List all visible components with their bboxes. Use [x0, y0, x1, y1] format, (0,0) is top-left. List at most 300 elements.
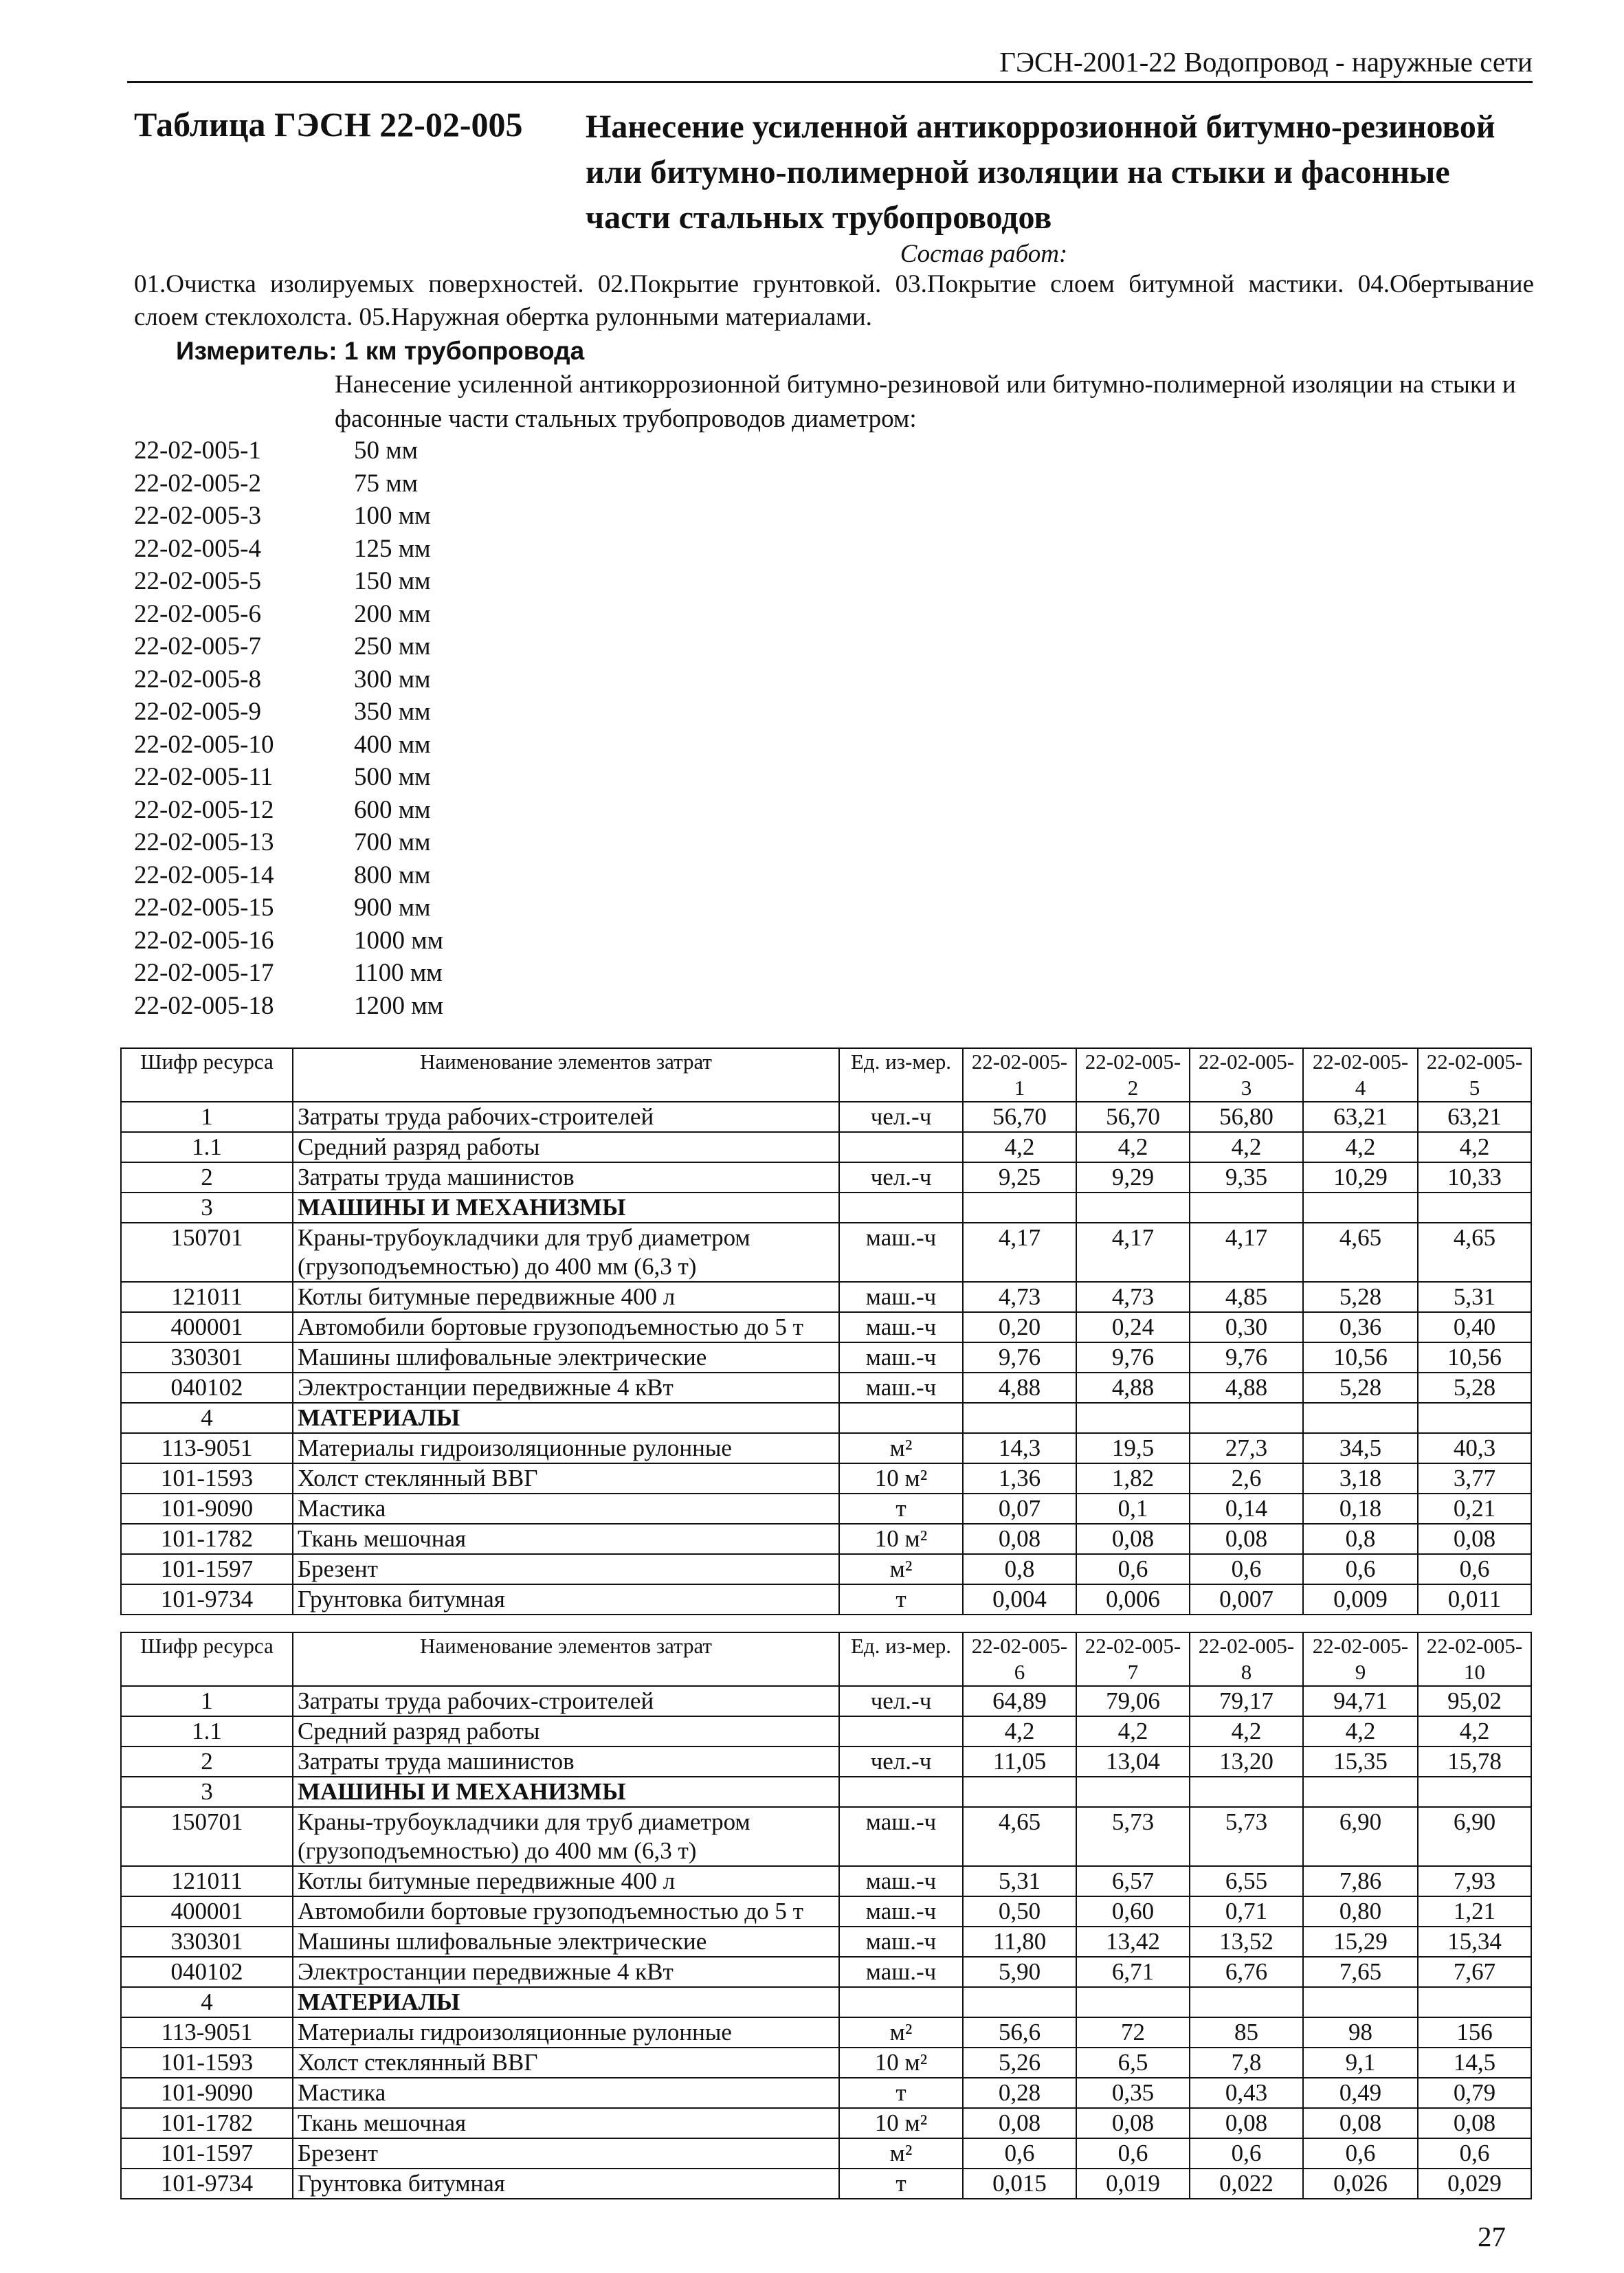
- value-cell: 0,6: [1418, 2138, 1531, 2169]
- value-cell: 9,25: [963, 1162, 1076, 1193]
- resource-code: 330301: [121, 1927, 293, 1957]
- diameter: 200 мм: [354, 599, 431, 628]
- value-cell: 15,34: [1418, 1927, 1531, 1957]
- value-cell: [963, 1987, 1076, 2017]
- code-list-item: [134, 533, 443, 566]
- value-cell: [1303, 1193, 1418, 1223]
- code-list-item: [134, 891, 443, 924]
- value-cell: 4,65: [1303, 1223, 1418, 1282]
- code-list-item: [134, 434, 443, 467]
- table-row: [121, 2108, 1531, 2138]
- code-list-item: [134, 630, 443, 663]
- value-cell: 94,71: [1303, 1686, 1418, 1716]
- cost-table-2: [120, 1632, 1532, 2199]
- value-cell: 0,6: [1076, 1554, 1190, 1584]
- value-cell: 11,80: [963, 1927, 1076, 1957]
- value-cell: 9,76: [963, 1342, 1076, 1373]
- value-cell: 4,88: [1190, 1373, 1303, 1403]
- value-cell: 64,89: [963, 1686, 1076, 1716]
- value-cell: 0,60: [1076, 1896, 1190, 1927]
- value-cell: 7,65: [1303, 1957, 1418, 1987]
- table-row: [121, 1524, 1531, 1554]
- value-cell: 56,6: [963, 2017, 1076, 2048]
- resource-code: 101-1782: [121, 2108, 293, 2138]
- header-rate-column: 22-02-005-6: [963, 1632, 1076, 1686]
- value-cell: 6,76: [1190, 1957, 1303, 1987]
- value-cell: [1076, 1987, 1190, 2017]
- value-cell: 1,82: [1076, 1463, 1190, 1494]
- value-cell: 4,2: [1418, 1716, 1531, 1747]
- table-row: [121, 2138, 1531, 2169]
- value-cell: 0,8: [963, 1554, 1076, 1584]
- value-cell: 0,20: [963, 1312, 1076, 1342]
- composition-title: Состав работ:: [900, 240, 1068, 268]
- value-cell: 4,85: [1190, 1282, 1303, 1312]
- value-cell: 0,6: [1303, 1554, 1418, 1584]
- value-cell: 0,6: [1418, 1554, 1531, 1584]
- diameter: 1200 мм: [354, 991, 444, 1020]
- header-unit: Ед. из-мер.: [839, 1048, 963, 1102]
- cost-element-name: Средний разряд работы: [293, 1716, 839, 1747]
- value-cell: [1076, 1777, 1190, 1807]
- page-number: 27: [1478, 2221, 1506, 2252]
- value-cell: [963, 1193, 1076, 1223]
- value-cell: 0,14: [1190, 1494, 1303, 1524]
- value-cell: 9,76: [1190, 1342, 1303, 1373]
- value-cell: 7,86: [1303, 1866, 1418, 1896]
- resource-code: 4: [121, 1987, 293, 2017]
- table-row: [121, 1373, 1531, 1403]
- value-cell: 1,21: [1418, 1896, 1531, 1927]
- table-row: [121, 1584, 1531, 1615]
- unit: 10 м²: [839, 1463, 963, 1494]
- diameter: 75 мм: [354, 469, 419, 498]
- value-cell: 14,5: [1418, 2048, 1531, 2078]
- value-cell: 4,65: [1418, 1223, 1531, 1282]
- resource-code: 101-9734: [121, 2169, 293, 2199]
- resource-code: 121011: [121, 1282, 293, 1312]
- resource-code: 2: [121, 1162, 293, 1193]
- value-cell: 10,56: [1418, 1342, 1531, 1373]
- table-row: [121, 1554, 1531, 1584]
- value-cell: 4,2: [1076, 1132, 1190, 1162]
- rate-code: 22-02-005-3: [134, 502, 261, 530]
- resource-code: 040102: [121, 1957, 293, 1987]
- value-cell: 0,08: [963, 1524, 1076, 1554]
- value-cell: 0,6: [1190, 1554, 1303, 1584]
- value-cell: 0,029: [1418, 2169, 1531, 2199]
- value-cell: 5,90: [963, 1957, 1076, 1987]
- resource-code: 101-1782: [121, 1524, 293, 1554]
- value-cell: 6,71: [1076, 1957, 1190, 1987]
- code-list-item: [134, 924, 443, 957]
- cost-element-name: Брезент: [293, 2138, 839, 2169]
- diameter: 250 мм: [354, 632, 431, 661]
- value-cell: 3,18: [1303, 1463, 1418, 1494]
- value-cell: 0,30: [1190, 1312, 1303, 1342]
- resource-code: 1: [121, 1686, 293, 1716]
- header-rate-column: 22-02-005-9: [1303, 1632, 1418, 1686]
- resource-code: 101-1593: [121, 1463, 293, 1494]
- resource-code: 113-9051: [121, 1433, 293, 1463]
- meter-line: Измеритель: 1 км трубопровода: [176, 337, 585, 365]
- cost-element-name: Краны-трубоукладчики для труб диаметром (грузоподъемностью) до 400 мм (6,3 т): [293, 1807, 839, 1866]
- diameter: 400 мм: [354, 730, 431, 759]
- value-cell: 5,31: [963, 1866, 1076, 1896]
- cost-element-name: Средний разряд работы: [293, 1132, 839, 1162]
- value-cell: 0,08: [1418, 2108, 1531, 2138]
- value-cell: [1303, 1987, 1418, 2017]
- value-cell: 6,90: [1418, 1807, 1531, 1866]
- cost-element-name: Затраты труда рабочих-строителей: [293, 1686, 839, 1716]
- resource-code: 101-9090: [121, 2078, 293, 2108]
- value-cell: 63,21: [1418, 1102, 1531, 1132]
- diameter: 150 мм: [354, 567, 431, 595]
- diameter: 125 мм: [354, 534, 431, 563]
- cost-element-name: Холст стеклянный ВВГ: [293, 2048, 839, 2078]
- value-cell: 4,2: [1076, 1716, 1190, 1747]
- diameter: 300 мм: [354, 665, 431, 694]
- table-header-row: [121, 1048, 1531, 1102]
- cost-element-name: Холст стеклянный ВВГ: [293, 1463, 839, 1494]
- value-cell: [1190, 1403, 1303, 1433]
- section-row: [121, 1987, 1531, 2017]
- unit: [839, 1777, 963, 1807]
- unit: чел.-ч: [839, 1686, 963, 1716]
- resource-code: 113-9051: [121, 2017, 293, 2048]
- table-row: [121, 2048, 1531, 2078]
- cost-element-name: Грунтовка битумная: [293, 2169, 839, 2199]
- value-cell: 2,6: [1190, 1463, 1303, 1494]
- header-rate-column: 22-02-005-5: [1418, 1048, 1531, 1102]
- value-cell: 0,71: [1190, 1896, 1303, 1927]
- rate-code: 22-02-005-10: [134, 730, 274, 759]
- value-cell: 4,73: [1076, 1282, 1190, 1312]
- section-row: [121, 1777, 1531, 1807]
- table-row: [121, 1223, 1531, 1282]
- unit: маш.-ч: [839, 1896, 963, 1927]
- code-list-item: [134, 826, 443, 859]
- header-rule: [127, 81, 1533, 83]
- value-cell: 0,08: [1190, 1524, 1303, 1554]
- value-cell: [963, 1403, 1076, 1433]
- cost-element-name: Затраты труда машинистов: [293, 1747, 839, 1777]
- resource-code: 040102: [121, 1373, 293, 1403]
- cost-element-name: Грунтовка битумная: [293, 1584, 839, 1615]
- value-cell: 0,004: [963, 1584, 1076, 1615]
- value-cell: 0,1: [1076, 1494, 1190, 1524]
- value-cell: 15,35: [1303, 1747, 1418, 1777]
- table-row: [121, 1282, 1531, 1312]
- code-list-item: [134, 500, 443, 533]
- value-cell: 13,20: [1190, 1747, 1303, 1777]
- diameter: 50 мм: [354, 436, 419, 465]
- table-row: [121, 1866, 1531, 1896]
- cost-table-1: [120, 1047, 1532, 1615]
- diameter: 700 мм: [354, 828, 431, 856]
- value-cell: 0,08: [1190, 2108, 1303, 2138]
- unit: чел.-ч: [839, 1102, 963, 1132]
- value-cell: 5,31: [1418, 1282, 1531, 1312]
- value-cell: 4,17: [963, 1223, 1076, 1282]
- value-cell: 5,73: [1076, 1807, 1190, 1866]
- unit: т: [839, 1494, 963, 1524]
- resource-code: 330301: [121, 1342, 293, 1373]
- value-cell: 6,5: [1076, 2048, 1190, 2078]
- value-cell: 34,5: [1303, 1433, 1418, 1463]
- resource-code: 400001: [121, 1896, 293, 1927]
- value-cell: 4,2: [1190, 1716, 1303, 1747]
- value-cell: [1303, 1777, 1418, 1807]
- cost-element-name: Затраты труда рабочих-строителей: [293, 1102, 839, 1132]
- cost-element-name: Автомобили бортовые грузоподъемностью до 5 т: [293, 1896, 839, 1927]
- table-row: [121, 1132, 1531, 1162]
- cost-element-name: Котлы битумные передвижные 400 л: [293, 1282, 839, 1312]
- value-cell: 0,28: [963, 2078, 1076, 2108]
- value-cell: [1076, 1193, 1190, 1223]
- value-cell: 0,026: [1303, 2169, 1418, 2199]
- rate-code: 22-02-005-17: [134, 959, 274, 987]
- value-cell: 6,57: [1076, 1866, 1190, 1896]
- header-rate-column: 22-02-005-10: [1418, 1632, 1531, 1686]
- value-cell: 7,93: [1418, 1866, 1531, 1896]
- rate-code: 22-02-005-14: [134, 861, 274, 889]
- section-row: [121, 1193, 1531, 1223]
- header-unit: Ед. из-мер.: [839, 1632, 963, 1686]
- code-list-item: [134, 859, 443, 892]
- unit: маш.-ч: [839, 1342, 963, 1373]
- header-rate-column: 22-02-005-4: [1303, 1048, 1418, 1102]
- header-rate-column: 22-02-005-1: [963, 1048, 1076, 1102]
- value-cell: 0,36: [1303, 1312, 1418, 1342]
- resource-code: 3: [121, 1777, 293, 1807]
- rate-code: 22-02-005-8: [134, 665, 261, 694]
- value-cell: 0,08: [1303, 2108, 1418, 2138]
- table-row: [121, 1312, 1531, 1342]
- value-cell: 5,28: [1303, 1373, 1418, 1403]
- value-cell: [1076, 1403, 1190, 1433]
- table-row: [121, 1162, 1531, 1193]
- unit: м²: [839, 1433, 963, 1463]
- value-cell: 0,08: [1418, 1524, 1531, 1554]
- unit: маш.-ч: [839, 1866, 963, 1896]
- code-list-item: [134, 729, 443, 762]
- table-row: [121, 1494, 1531, 1524]
- table-row: [121, 1686, 1531, 1716]
- resource-code: 101-9734: [121, 1584, 293, 1615]
- unit: маш.-ч: [839, 1312, 963, 1342]
- header-rate-column: 22-02-005-7: [1076, 1632, 1190, 1686]
- value-cell: 4,2: [1418, 1132, 1531, 1162]
- unit: 10 м²: [839, 2108, 963, 2138]
- value-cell: 6,55: [1190, 1866, 1303, 1896]
- value-cell: 79,06: [1076, 1686, 1190, 1716]
- unit: маш.-ч: [839, 1223, 963, 1282]
- cost-element-name: МАШИНЫ И МЕХАНИЗМЫ: [293, 1193, 839, 1223]
- cost-element-name: Автомобили бортовые грузоподъемностью до 5 т: [293, 1312, 839, 1342]
- value-cell: 4,65: [963, 1807, 1076, 1866]
- code-list-item: [134, 990, 443, 1023]
- cost-element-name: Электростанции передвижные 4 кВт: [293, 1373, 839, 1403]
- cost-element-name: Материалы гидроизоляционные рулонные: [293, 1433, 839, 1463]
- value-cell: [1418, 1987, 1531, 2017]
- value-cell: 4,73: [963, 1282, 1076, 1312]
- value-cell: 13,04: [1076, 1747, 1190, 1777]
- unit: чел.-ч: [839, 1747, 963, 1777]
- value-cell: [1418, 1403, 1531, 1433]
- rate-code: 22-02-005-11: [134, 763, 274, 791]
- value-cell: 4,88: [963, 1373, 1076, 1403]
- value-cell: 1,36: [963, 1463, 1076, 1494]
- resource-code: 1.1: [121, 1716, 293, 1747]
- value-cell: 4,2: [1190, 1132, 1303, 1162]
- unit: т: [839, 1584, 963, 1615]
- cost-element-name: Мастика: [293, 1494, 839, 1524]
- table-row: [121, 1433, 1531, 1463]
- code-list-item: [134, 957, 443, 990]
- diameter: 350 мм: [354, 698, 431, 726]
- resource-code: 400001: [121, 1312, 293, 1342]
- value-cell: [1190, 1193, 1303, 1223]
- value-cell: 13,52: [1190, 1927, 1303, 1957]
- value-cell: 9,1: [1303, 2048, 1418, 2078]
- unit: 10 м²: [839, 1524, 963, 1554]
- table-row: [121, 1716, 1531, 1747]
- value-cell: 0,011: [1418, 1584, 1531, 1615]
- unit: 10 м²: [839, 2048, 963, 2078]
- value-cell: 11,05: [963, 1747, 1076, 1777]
- table-row: [121, 1747, 1531, 1777]
- resource-code: 150701: [121, 1807, 293, 1866]
- intro-text: Нанесение усиленной антикоррозионной битумно-резиновой или битумно-полимерной изоляции на стыки и фасонные части стальных трубопроводов диаметром:: [335, 370, 1516, 433]
- code-list-item: [134, 598, 443, 631]
- value-cell: [1190, 1777, 1303, 1807]
- value-cell: 9,29: [1076, 1162, 1190, 1193]
- table-row: [121, 1957, 1531, 1987]
- value-cell: 0,18: [1303, 1494, 1418, 1524]
- rate-code: 22-02-005-2: [134, 469, 261, 498]
- value-cell: 9,35: [1190, 1162, 1303, 1193]
- value-cell: [1190, 1987, 1303, 2017]
- rate-code: 22-02-005-13: [134, 828, 274, 856]
- value-cell: 4,88: [1076, 1373, 1190, 1403]
- rate-code: 22-02-005-1: [134, 436, 261, 465]
- code-list-item: [134, 696, 443, 729]
- header-rate-column: 22-02-005-2: [1076, 1048, 1190, 1102]
- unit: [839, 1403, 963, 1433]
- cost-element-name: Электростанции передвижные 4 кВт: [293, 1957, 839, 1987]
- rate-code: 22-02-005-12: [134, 795, 274, 824]
- diameter: 100 мм: [354, 502, 431, 530]
- value-cell: 0,35: [1076, 2078, 1190, 2108]
- value-cell: 79,17: [1190, 1686, 1303, 1716]
- value-cell: 13,42: [1076, 1927, 1190, 1957]
- value-cell: 15,78: [1418, 1747, 1531, 1777]
- table-row: [121, 1102, 1531, 1132]
- value-cell: 7,67: [1418, 1957, 1531, 1987]
- value-cell: 10,56: [1303, 1342, 1418, 1373]
- unit: м²: [839, 1554, 963, 1584]
- value-cell: 3,77: [1418, 1463, 1531, 1494]
- value-cell: [1303, 1403, 1418, 1433]
- value-cell: 0,80: [1303, 1896, 1418, 1927]
- resource-code: 121011: [121, 1866, 293, 1896]
- value-cell: 9,76: [1076, 1342, 1190, 1373]
- value-cell: 0,6: [963, 2138, 1076, 2169]
- value-cell: 0,49: [1303, 2078, 1418, 2108]
- value-cell: 0,009: [1303, 1584, 1418, 1615]
- code-list-item: [134, 794, 443, 827]
- cost-element-name: Затраты труда машинистов: [293, 1162, 839, 1193]
- value-cell: 0,21: [1418, 1494, 1531, 1524]
- value-cell: 4,2: [963, 1716, 1076, 1747]
- resource-code: 1: [121, 1102, 293, 1132]
- rate-code: 22-02-005-18: [134, 991, 274, 1020]
- table-title: Нанесение усиленной антикоррозионной битумно-резиновой или битумно-полимерной изоляции на стыки и фасонные части стальных трубопроводов: [586, 109, 1495, 236]
- value-cell: 63,21: [1303, 1102, 1418, 1132]
- value-cell: 4,2: [1303, 1716, 1418, 1747]
- unit: [839, 1132, 963, 1162]
- cost-element-name: Машины шлифовальные электрические: [293, 1342, 839, 1373]
- header-name: Наименование элементов затрат: [293, 1632, 839, 1686]
- value-cell: 10,29: [1303, 1162, 1418, 1193]
- value-cell: 0,50: [963, 1896, 1076, 1927]
- value-cell: 156: [1418, 2017, 1531, 2048]
- value-cell: 10,33: [1418, 1162, 1531, 1193]
- cost-element-name: Мастика: [293, 2078, 839, 2108]
- value-cell: 0,8: [1303, 1524, 1418, 1554]
- cost-element-name: МАТЕРИАЛЫ: [293, 1987, 839, 2017]
- unit: [839, 1987, 963, 2017]
- value-cell: 5,26: [963, 2048, 1076, 2078]
- value-cell: 0,006: [1076, 1584, 1190, 1615]
- resource-code: 101-9090: [121, 1494, 293, 1524]
- header-code: Шифр ресурса: [121, 1048, 293, 1102]
- value-cell: 0,08: [1076, 1524, 1190, 1554]
- value-cell: 40,3: [1418, 1433, 1531, 1463]
- value-cell: 4,2: [1303, 1132, 1418, 1162]
- unit: маш.-ч: [839, 1373, 963, 1403]
- resource-code: 1.1: [121, 1132, 293, 1162]
- table-row: [121, 2078, 1531, 2108]
- value-cell: 15,29: [1303, 1927, 1418, 1957]
- value-cell: 0,79: [1418, 2078, 1531, 2108]
- table-row: [121, 2017, 1531, 2048]
- unit: маш.-ч: [839, 1927, 963, 1957]
- table-header-row: [121, 1632, 1531, 1686]
- unit: маш.-ч: [839, 1957, 963, 1987]
- resource-code: 3: [121, 1193, 293, 1223]
- value-cell: 0,08: [1076, 2108, 1190, 2138]
- table-row: [121, 1896, 1531, 1927]
- unit: м²: [839, 2017, 963, 2048]
- value-cell: 5,28: [1303, 1282, 1418, 1312]
- cost-element-name: Материалы гидроизоляционные рулонные: [293, 2017, 839, 2048]
- unit: т: [839, 2078, 963, 2108]
- value-cell: 0,022: [1190, 2169, 1303, 2199]
- resource-code: 2: [121, 1747, 293, 1777]
- code-list-item: [134, 761, 443, 794]
- value-cell: [963, 1777, 1076, 1807]
- rate-code: 22-02-005-6: [134, 599, 261, 628]
- value-cell: 0,07: [963, 1494, 1076, 1524]
- value-cell: 72: [1076, 2017, 1190, 2048]
- rate-code: 22-02-005-15: [134, 894, 274, 922]
- section-row: [121, 1403, 1531, 1433]
- table-row: [121, 1342, 1531, 1373]
- value-cell: 14,3: [963, 1433, 1076, 1463]
- table-row: [121, 1807, 1531, 1866]
